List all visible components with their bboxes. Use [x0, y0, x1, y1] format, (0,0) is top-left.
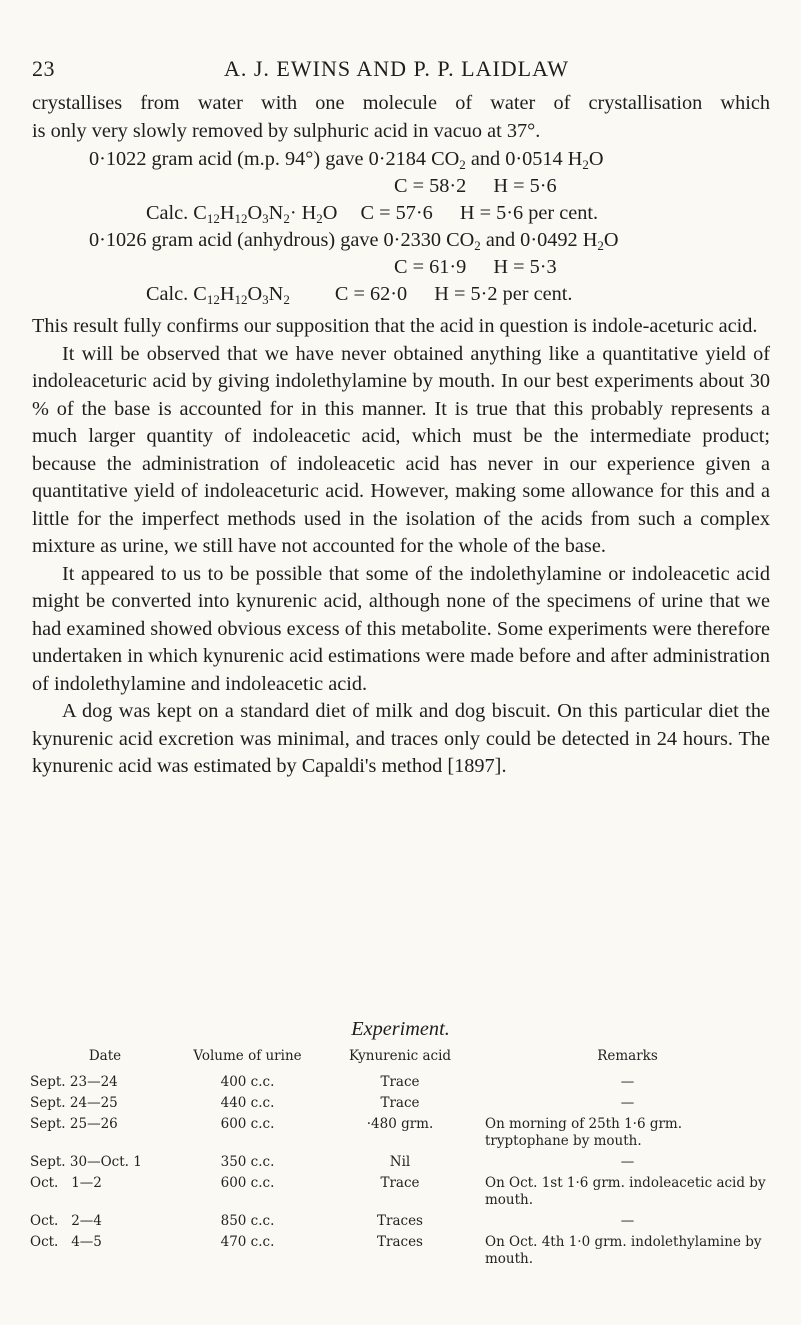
- paragraph-result: This result fully confirms our supposition that the acid in question is indole-aceturic acid.: [32, 315, 758, 337]
- table-row: Sept. 25—26 600 c.c. ·480 grm. On morning of 25th 1·6 grm. tryptophane by mouth.: [30, 1116, 683, 1149]
- page-number: 23: [32, 56, 55, 81]
- table-row: Oct. 4—5 470 c.c. Traces On Oct. 4th 1·0 grm. indolethylamine by mouth.: [30, 1234, 762, 1267]
- table-row: Oct. 1—2 600 c.c. Trace On Oct. 1st 1·6 grm. indoleacetic acid by mouth.: [30, 1175, 766, 1208]
- found-carbon-1: C = 58·2: [394, 175, 467, 197]
- calculated-values-2: Calc. $C_{12}H_{12}O_3N_2$ C = 62·0 H = 5·2 per cent.: [146, 283, 573, 307]
- table-row: Sept. 24—25 440 c.c. Trace —: [30, 1095, 635, 1111]
- table-header-row: [30, 1044, 770, 1070]
- experiment-title: Experiment.: [351, 1018, 450, 1040]
- paragraph-kynurenic: It appeared to us to be possible that some of the indolethylamine or indoleacetic acid might be converted into kynurenic acid, although none of the specimens of urine that we had examined showed obvious excess of this metabolite. Some experiments were therefore undertaken in which kynurenic acid estimations were made before and after administration of indolethylamine and indoleacetic acid.: [32, 562, 770, 695]
- analysis-line-2: 0·1026 gram acid (anhydrous) gave 0·2330 $CO_2$ and 0·0492 $H_2O$: [89, 229, 619, 253]
- experiment-table: [30, 1044, 770, 1268]
- table-row: Sept. 30—Oct. 1 350 c.c. Nil —: [30, 1154, 635, 1170]
- header-date: Date: [88, 1048, 122, 1064]
- calculated-values-1: Calc. $C_{12}H_{12}O_3N_2\cdot H_2O$ C = 57·6 H = 5·6 per cent.: [146, 202, 599, 226]
- found-carbon-2: C = 61·9: [394, 256, 467, 278]
- main-body: [32, 313, 770, 781]
- table-row: Sept. 23—24 400 c.c. Trace —: [30, 1074, 635, 1090]
- analysis-line-1: 0·1022 gram acid (m.p. 94°) gave 0·2184 $CO_2$ and 0·0514 $H_2O$: [89, 148, 604, 172]
- paragraph-quantitative-yield: It will be observed that we have never obtained anything like a quantitative yield of indoleaceturic acid by giving indolethylamine by mouth. In our best experiments about 30 % of the base is accounted for in this manner. It is true that this probably represents a much larger quantity of indoleacetic acid, which must be the intermediate product; because the administration of indoleacetic acid has never in our experience given a quantitative yield of indoleaceturic acid. However, making some allowance for this and a little for the imperfect methods used in the isolation of the acids from such a complex mixture as urine, we still have not accounted for the whole of the base.: [32, 342, 770, 557]
- header-kynurenic: Kynurenic acid: [348, 1048, 452, 1064]
- found-hydrogen-2: H = 5·3: [493, 256, 557, 278]
- header-volume: Volume of urine: [193, 1048, 302, 1064]
- found-values-1: [394, 175, 557, 198]
- found-hydrogen-1: H = 5·6: [493, 175, 557, 197]
- table-row: Oct. 2—4 850 c.c. Traces —: [30, 1213, 635, 1229]
- page-header: [32, 56, 761, 90]
- header-remarks: Remarks: [597, 1048, 658, 1064]
- running-head: A. J. EWINS AND P. P. LAIDLAW: [223, 56, 569, 81]
- paragraph1-line1: crystallises from water with one molecule of water of crystallisation which: [32, 92, 770, 114]
- paragraph-dog-diet: A dog was kept on a standard diet of milk and dog biscuit. On this particular diet the kynurenic acid excretion was minimal, and traces only could be detected in 24 hours. The kynurenic acid was estimated by Capaldi's method [1897].: [32, 700, 770, 777]
- paragraph1-line2: is only very slowly removed by sulphuric acid in vacuo at 37°.: [32, 119, 541, 142]
- found-values-2: [394, 256, 557, 279]
- paragraph-continuation: [32, 90, 770, 145]
